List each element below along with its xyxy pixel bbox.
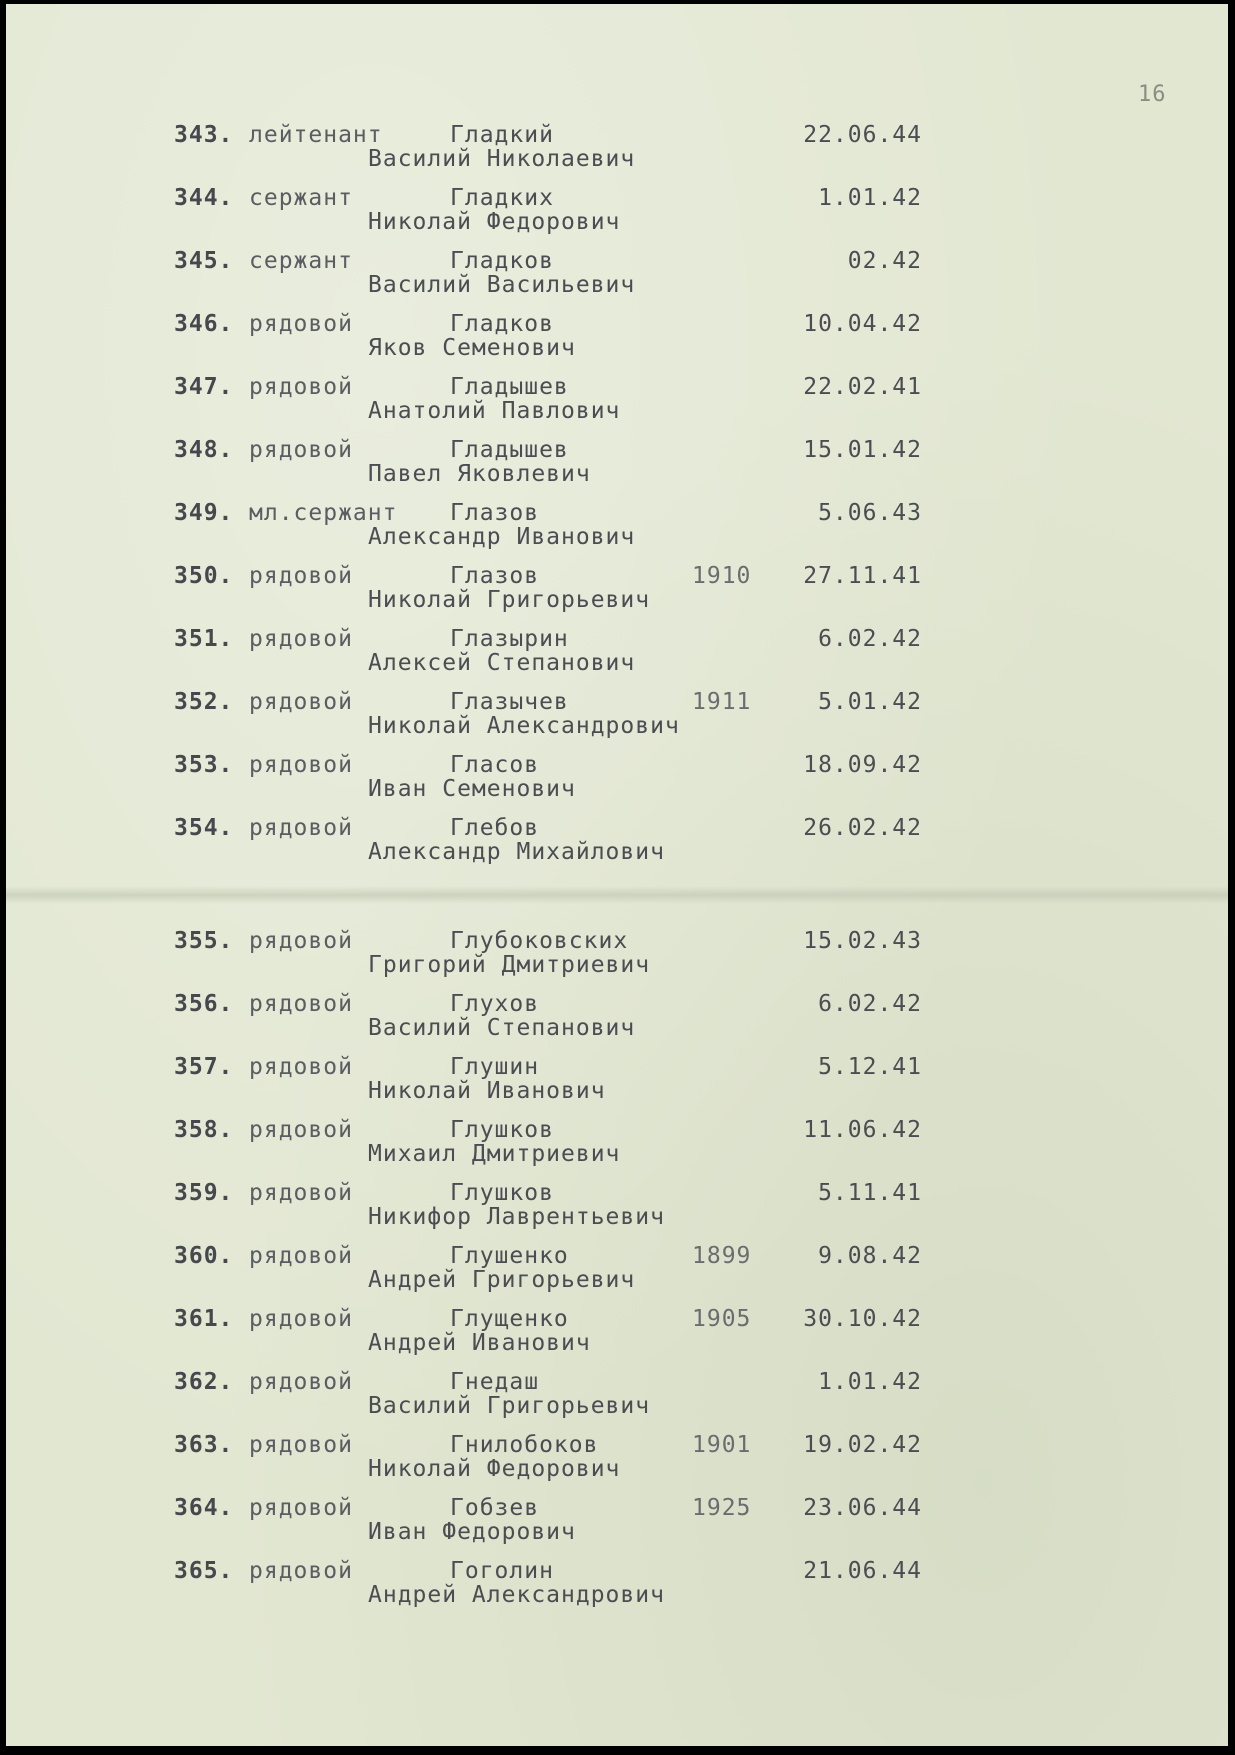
list-entry: [6, 689, 1228, 749]
entry-surname: Глубоковских: [450, 928, 629, 954]
entry-number: 352.: [174, 689, 234, 715]
entry-date: 6.02.42: [818, 626, 922, 652]
entry-given-names: Иван Федорович: [368, 1519, 576, 1545]
list-entry: [6, 374, 1228, 434]
entry-date: 19.02.42: [803, 1432, 922, 1458]
entry-given-names: Николай Григорьевич: [368, 587, 651, 613]
entry-date: 26.02.42: [803, 815, 922, 841]
entry-number: 364.: [174, 1495, 234, 1521]
entry-surname: Гобзев: [450, 1495, 540, 1521]
entry-date: 5.06.43: [818, 500, 922, 526]
entry-given-names: Анатолий Павлович: [368, 398, 621, 424]
entry-date: 18.09.42: [803, 752, 922, 778]
entry-rank: рядовой: [249, 689, 353, 715]
entry-rank: рядовой: [249, 1495, 353, 1521]
list-entry: [6, 626, 1228, 686]
entry-given-names: Григорий Дмитриевич: [368, 952, 651, 978]
entry-rank: рядовой: [249, 928, 353, 954]
entry-birth-year: 1911: [692, 689, 752, 715]
entry-given-names: Николай Иванович: [368, 1078, 606, 1104]
entry-given-names: Василий Васильевич: [368, 272, 636, 298]
entry-surname: Гласов: [450, 752, 540, 778]
entry-number: 348.: [174, 437, 234, 463]
entry-number: 357.: [174, 1054, 234, 1080]
entry-surname: Гладкий: [450, 122, 554, 148]
list-entry: [6, 1243, 1228, 1303]
entry-rank: лейтенант: [249, 122, 383, 148]
entry-rank: рядовой: [249, 752, 353, 778]
entry-surname: Гладких: [450, 185, 554, 211]
entry-surname: Глебов: [450, 815, 540, 841]
entry-date: 23.06.44: [803, 1495, 922, 1521]
entry-surname: Глазов: [450, 563, 540, 589]
entry-rank: рядовой: [249, 626, 353, 652]
entry-given-names: Андрей Александрович: [368, 1582, 665, 1608]
entry-number: 347.: [174, 374, 234, 400]
list-entry: [6, 1369, 1228, 1429]
list-entry: [6, 185, 1228, 245]
entry-rank: рядовой: [249, 1054, 353, 1080]
entry-given-names: Яков Семенович: [368, 335, 576, 361]
list-entry: [6, 1054, 1228, 1114]
entry-birth-year: 1925: [692, 1495, 752, 1521]
list-entry: [6, 752, 1228, 812]
entry-date: 11.06.42: [803, 1117, 922, 1143]
list-entry: [6, 928, 1228, 988]
entry-date: 30.10.42: [803, 1306, 922, 1332]
entry-surname: Гнедаш: [450, 1369, 540, 1395]
list-entry: [6, 500, 1228, 560]
entry-birth-year: 1905: [692, 1306, 752, 1332]
entry-date: 15.01.42: [803, 437, 922, 463]
casualty-list: [6, 4, 1228, 1746]
entry-number: 365.: [174, 1558, 234, 1584]
entry-rank: рядовой: [249, 1558, 353, 1584]
entry-surname: Глушков: [450, 1180, 554, 1206]
list-entry: [6, 122, 1228, 182]
entry-date: 22.06.44: [803, 122, 922, 148]
entry-number: 356.: [174, 991, 234, 1017]
entry-date: 5.12.41: [818, 1054, 922, 1080]
entry-surname: Глазов: [450, 500, 540, 526]
entry-rank: рядовой: [249, 815, 353, 841]
entry-rank: рядовой: [249, 311, 353, 337]
list-entry: [6, 1432, 1228, 1492]
list-entry: [6, 311, 1228, 371]
entry-surname: Гоголин: [450, 1558, 554, 1584]
entry-surname: Гладышев: [450, 374, 569, 400]
list-entry: [6, 1180, 1228, 1240]
entry-birth-year: 1899: [692, 1243, 752, 1269]
document-page: [6, 4, 1228, 1746]
entry-given-names: Алексей Степанович: [368, 650, 636, 676]
list-entry: [6, 1558, 1228, 1618]
entry-number: 349.: [174, 500, 234, 526]
entry-given-names: Александр Иванович: [368, 524, 636, 550]
entry-rank: рядовой: [249, 1180, 353, 1206]
entry-date: 5.01.42: [818, 689, 922, 715]
entry-number: 361.: [174, 1306, 234, 1332]
entry-date: 22.02.41: [803, 374, 922, 400]
entry-given-names: Андрей Иванович: [368, 1330, 591, 1356]
entry-date: 10.04.42: [803, 311, 922, 337]
entry-rank: рядовой: [249, 1306, 353, 1332]
entry-number: 358.: [174, 1117, 234, 1143]
entry-given-names: Александр Михайлович: [368, 839, 665, 865]
entry-surname: Глазычев: [450, 689, 569, 715]
entry-given-names: Василий Степанович: [368, 1015, 636, 1041]
entry-surname: Глушенко: [450, 1243, 569, 1269]
entry-rank: рядовой: [249, 1432, 353, 1458]
entry-number: 360.: [174, 1243, 234, 1269]
entry-date: 9.08.42: [818, 1243, 922, 1269]
entry-date: 21.06.44: [803, 1558, 922, 1584]
entry-surname: Гнилобоков: [450, 1432, 599, 1458]
entry-surname: Глушин: [450, 1054, 540, 1080]
entry-surname: Глухов: [450, 991, 540, 1017]
entry-surname: Гладышев: [450, 437, 569, 463]
entry-given-names: Михаил Дмитриевич: [368, 1141, 621, 1167]
list-entry: [6, 815, 1228, 875]
entry-surname: Глазырин: [450, 626, 569, 652]
entry-rank: рядовой: [249, 563, 353, 589]
list-entry: [6, 1117, 1228, 1177]
entry-rank: рядовой: [249, 1369, 353, 1395]
entry-rank: рядовой: [249, 1243, 353, 1269]
entry-number: 344.: [174, 185, 234, 211]
entry-number: 350.: [174, 563, 234, 589]
entry-rank: рядовой: [249, 437, 353, 463]
entry-number: 343.: [174, 122, 234, 148]
entry-date: 1.01.42: [818, 185, 922, 211]
entry-date: 15.02.43: [803, 928, 922, 954]
entry-number: 354.: [174, 815, 234, 841]
entry-date: 1.01.42: [818, 1369, 922, 1395]
entry-given-names: Николай Федорович: [368, 1456, 621, 1482]
list-entry: [6, 991, 1228, 1051]
entry-birth-year: 1901: [692, 1432, 752, 1458]
entry-given-names: Андрей Григорьевич: [368, 1267, 636, 1293]
list-entry: [6, 1495, 1228, 1555]
entry-rank: рядовой: [249, 991, 353, 1017]
list-entry: [6, 248, 1228, 308]
page-number: 16: [1138, 82, 1167, 107]
entry-date: 6.02.42: [818, 991, 922, 1017]
entry-number: 345.: [174, 248, 234, 274]
entry-given-names: Василий Николаевич: [368, 146, 636, 172]
entry-surname: Гладков: [450, 311, 554, 337]
entry-date: 5.11.41: [818, 1180, 922, 1206]
entry-date: 27.11.41: [803, 563, 922, 589]
entry-rank: рядовой: [249, 1117, 353, 1143]
entry-number: 362.: [174, 1369, 234, 1395]
entry-number: 363.: [174, 1432, 234, 1458]
entry-number: 353.: [174, 752, 234, 778]
list-entry: [6, 437, 1228, 497]
entry-surname: Глущенко: [450, 1306, 569, 1332]
entry-given-names: Иван Семенович: [368, 776, 576, 802]
entry-given-names: Николай Федорович: [368, 209, 621, 235]
entry-given-names: Никифор Лаврентьевич: [368, 1204, 665, 1230]
entry-date: 02.42: [847, 248, 922, 274]
list-entry: [6, 563, 1228, 623]
entry-surname: Глушков: [450, 1117, 554, 1143]
entry-number: 351.: [174, 626, 234, 652]
entry-number: 346.: [174, 311, 234, 337]
entry-number: 359.: [174, 1180, 234, 1206]
entry-given-names: Николай Александрович: [368, 713, 680, 739]
entry-number: 355.: [174, 928, 234, 954]
entry-surname: Гладков: [450, 248, 554, 274]
list-entry: [6, 1306, 1228, 1366]
entry-birth-year: 1910: [692, 563, 752, 589]
entry-rank: сержант: [249, 248, 353, 274]
entry-rank: мл.сержант: [249, 500, 398, 526]
entry-rank: рядовой: [249, 374, 353, 400]
entry-given-names: Василий Григорьевич: [368, 1393, 651, 1419]
entry-rank: сержант: [249, 185, 353, 211]
entry-given-names: Павел Яковлевич: [368, 461, 591, 487]
